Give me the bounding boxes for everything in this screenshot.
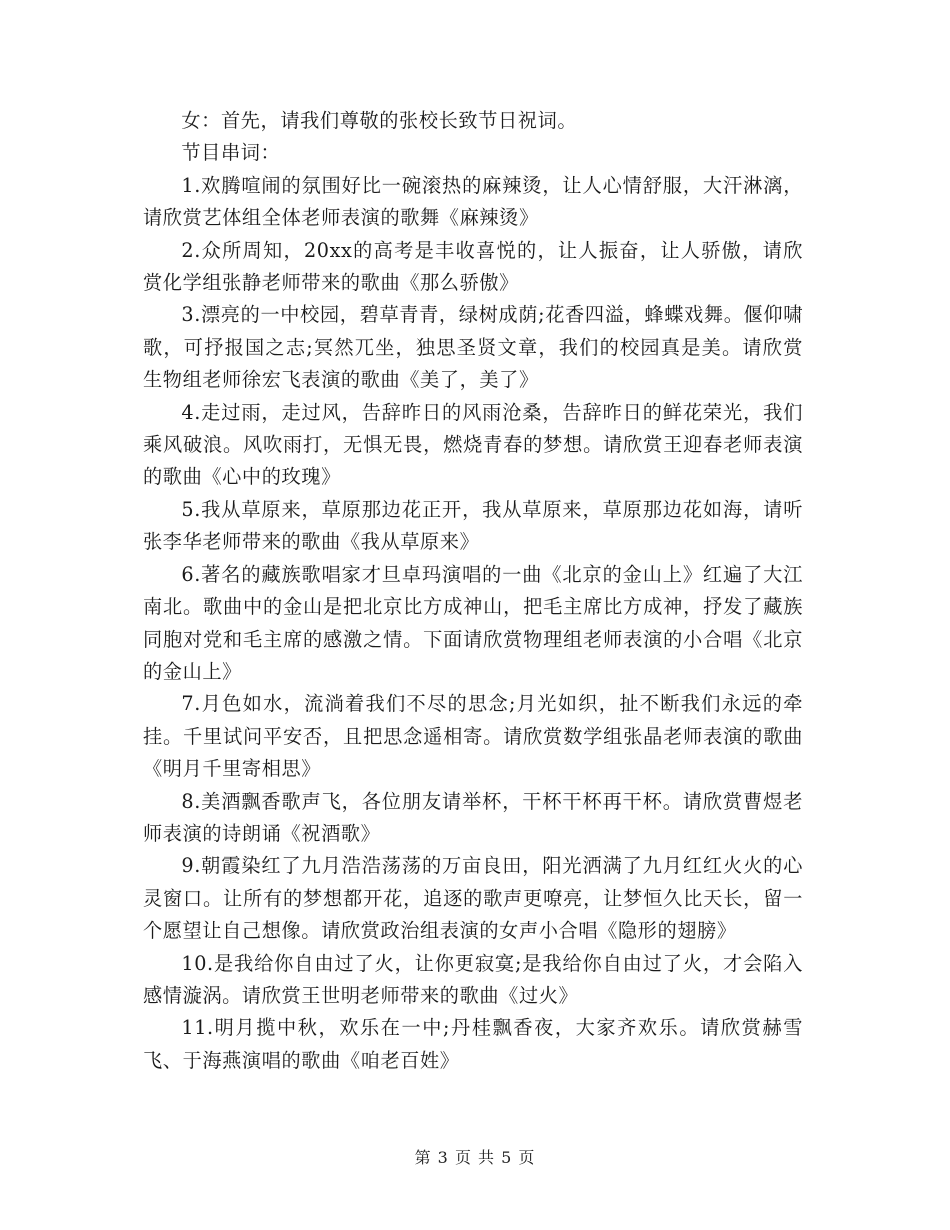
document-body [143, 105, 803, 1077]
program-item-3: 3.漂亮的一中校园，碧草青青，绿树成荫;花香四溢，蜂蝶戏舞。偃仰啸歌，可抒报国之志;冥然兀坐，独思圣贤文章，我们的校园真是美。请欣赏生物组老师徐宏飞表演的歌曲《美了，美了》 [143, 303, 803, 392]
program-item-5: 5.我从草原来，草原那边花正开，我从草原来，草原那边花如海，请听张李华老师带来的歌曲《我从草原来》 [143, 497, 803, 554]
program-item-6: 6.著名的藏族歌唱家才旦卓玛演唱的一曲《北京的金山上》红遍了大江南北。歌曲中的金山是把北京比方成神山，把毛主席比方成神，抒发了藏族同胞对党和毛主席的感激之情。下面请欣赏物理组老师表演的小合唱《北京的金山上》 [143, 562, 803, 683]
section-heading: 节目串词： [181, 141, 281, 165]
program-item-7: 7.月色如水，流淌着我们不尽的思念;月光如织，扯不断我们永远的牵挂。千里试问平安否，且把思念遥相寄。请欣赏数学组张晶老师表演的歌曲《明月千里寄相思》 [143, 692, 803, 781]
opening-line: 女：首先，请我们尊敬的张校长致节日祝词。 [181, 109, 578, 132]
program-item-9: 9.朝霞染红了九月浩浩荡荡的万亩良田，阳光洒满了九月红红火火的心灵窗口。让所有的梦想都开花，追逐的歌声更嘹亮，让梦恒久比天长，留一个愿望让自己想像。请欣赏政治组表演的女声小合唱《隐形的翅膀》 [143, 854, 803, 943]
program-item-10: 10.是我给你自由过了火，让你更寂寞;是我给你自由过了火，才会陷入感情漩涡。请欣赏王世明老师带来的歌曲《过火》 [143, 951, 803, 1007]
page-footer: 第 3 页 共 5 页 [414, 1148, 536, 1167]
program-item-4: 4.走过雨，走过风，告辞昨日的风雨沧桑，告辞昨日的鲜花荣光，我们乘风破浪。风吹雨打，无惧无畏，燃烧青春的梦想。请欣赏王迎春老师表演的歌曲《心中的玫瑰》 [143, 400, 803, 489]
program-item-11: 11.明月揽中秋，欢乐在一中;丹桂飘香夜，大家齐欢乐。请欣赏赫雪飞、于海燕演唱的歌曲《咱老百姓》 [143, 1016, 803, 1072]
program-item-8: 8.美酒飘香歌声飞，各位朋友请举杯，干杯干杯再干杯。请欣赏曹煜老师表演的诗朗诵《祝酒歌》 [143, 789, 803, 845]
program-item-1: 1.欢腾喧闹的氛围好比一碗滚热的麻辣烫，让人心情舒服，大汗淋漓，请欣赏艺体组全体老师表演的歌舞《麻辣烫》 [143, 173, 803, 230]
program-item-2: 2.众所周知，20xx的高考是丰收喜悦的，让人振奋，让人骄傲，请欣赏化学组张静老师带来的歌曲《那么骄傲》 [143, 238, 803, 295]
